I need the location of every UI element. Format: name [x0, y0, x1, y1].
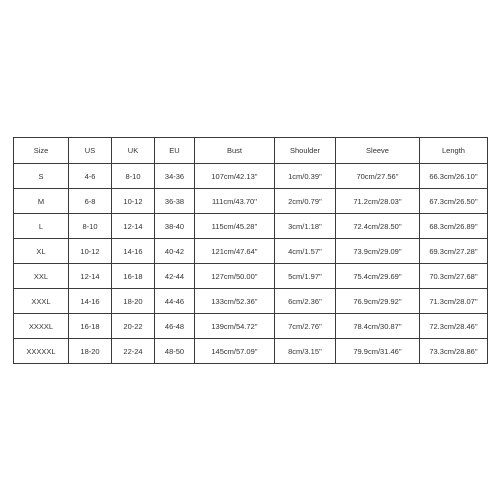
table-cell-bust: 107cm/42.13'' — [195, 164, 275, 189]
table-cell-sleeve: 75.4cm/29.69'' — [336, 264, 420, 289]
table-cell-sleeve: 73.9cm/29.09'' — [336, 239, 420, 264]
table-cell-length: 71.3cm/28.07'' — [420, 289, 488, 314]
column-header-eu: EU — [155, 138, 195, 164]
table-cell-bust: 121cm/47.64'' — [195, 239, 275, 264]
table-cell-length: 69.3cm/27.28'' — [420, 239, 488, 264]
table-cell-shoulder: 7cm/2.76'' — [275, 314, 336, 339]
table-cell-length: 66.3cm/26.10'' — [420, 164, 488, 189]
table-cell-shoulder: 3cm/1.18'' — [275, 214, 336, 239]
table-cell-length: 70.3cm/27.68'' — [420, 264, 488, 289]
table-cell-eu: 48-50 — [155, 339, 195, 364]
table-cell-size: XXXXL — [14, 314, 69, 339]
table-cell-shoulder: 6cm/2.36'' — [275, 289, 336, 314]
column-header-shoulder: Shoulder — [275, 138, 336, 164]
table-cell-size: XL — [14, 239, 69, 264]
table-cell-eu: 38-40 — [155, 214, 195, 239]
table-row — [14, 314, 488, 339]
table-cell-uk: 16-18 — [112, 264, 155, 289]
table-cell-size: XXXL — [14, 289, 69, 314]
table-row — [14, 164, 488, 189]
table-row — [14, 189, 488, 214]
column-header-uk: UK — [112, 138, 155, 164]
table-cell-eu: 36-38 — [155, 189, 195, 214]
table-cell-sleeve: 70cm/27.56'' — [336, 164, 420, 189]
table-cell-shoulder: 4cm/1.57'' — [275, 239, 336, 264]
table-row — [14, 239, 488, 264]
column-header-length: Length — [420, 138, 488, 164]
table-cell-shoulder: 1cm/0.39'' — [275, 164, 336, 189]
table-cell-uk: 10-12 — [112, 189, 155, 214]
table-cell-size: XXL — [14, 264, 69, 289]
table-cell-bust: 133cm/52.36'' — [195, 289, 275, 314]
column-header-us: US — [69, 138, 112, 164]
table-cell-size: S — [14, 164, 69, 189]
table-cell-uk: 12-14 — [112, 214, 155, 239]
table-row — [14, 264, 488, 289]
table-cell-us: 16-18 — [69, 314, 112, 339]
table-cell-uk: 20-22 — [112, 314, 155, 339]
table-cell-shoulder: 8cm/3.15'' — [275, 339, 336, 364]
table-cell-us: 14-16 — [69, 289, 112, 314]
size-table-body — [14, 138, 488, 364]
table-cell-us: 18-20 — [69, 339, 112, 364]
table-cell-uk: 18-20 — [112, 289, 155, 314]
column-header-sleeve: Sleeve — [336, 138, 420, 164]
table-cell-us: 10-12 — [69, 239, 112, 264]
table-cell-bust: 111cm/43.70'' — [195, 189, 275, 214]
table-cell-sleeve: 71.2cm/28.03'' — [336, 189, 420, 214]
table-cell-eu: 46-48 — [155, 314, 195, 339]
table-cell-uk: 14-16 — [112, 239, 155, 264]
table-cell-sleeve: 78.4cm/30.87'' — [336, 314, 420, 339]
table-row — [14, 339, 488, 364]
table-cell-us: 6-8 — [69, 189, 112, 214]
table-cell-uk: 8-10 — [112, 164, 155, 189]
table-cell-bust: 145cm/57.09'' — [195, 339, 275, 364]
table-cell-eu: 40-42 — [155, 239, 195, 264]
table-cell-us: 12-14 — [69, 264, 112, 289]
size-chart-table — [13, 137, 488, 364]
table-cell-length: 72.3cm/28.46'' — [420, 314, 488, 339]
table-cell-size: XXXXXL — [14, 339, 69, 364]
table-cell-eu: 44-46 — [155, 289, 195, 314]
table-cell-bust: 127cm/50.00'' — [195, 264, 275, 289]
table-cell-length: 68.3cm/26.89'' — [420, 214, 488, 239]
table-row — [14, 289, 488, 314]
table-cell-us: 8-10 — [69, 214, 112, 239]
table-cell-bust: 115cm/45.28'' — [195, 214, 275, 239]
table-cell-shoulder: 5cm/1.97'' — [275, 264, 336, 289]
table-cell-size: M — [14, 189, 69, 214]
table-cell-us: 4-6 — [69, 164, 112, 189]
table-cell-size: L — [14, 214, 69, 239]
table-cell-eu: 34-36 — [155, 164, 195, 189]
table-cell-sleeve: 76.9cm/29.92'' — [336, 289, 420, 314]
table-cell-bust: 139cm/54.72'' — [195, 314, 275, 339]
table-row — [14, 214, 488, 239]
table-header-row — [14, 138, 488, 164]
column-header-size: Size — [14, 138, 69, 164]
table-cell-shoulder: 2cm/0.79'' — [275, 189, 336, 214]
table-cell-uk: 22-24 — [112, 339, 155, 364]
table-cell-length: 67.3cm/26.50'' — [420, 189, 488, 214]
table-cell-eu: 42-44 — [155, 264, 195, 289]
table-cell-sleeve: 79.9cm/31.46'' — [336, 339, 420, 364]
table-cell-length: 73.3cm/28.86'' — [420, 339, 488, 364]
table-cell-sleeve: 72.4cm/28.50'' — [336, 214, 420, 239]
column-header-bust: Bust — [195, 138, 275, 164]
